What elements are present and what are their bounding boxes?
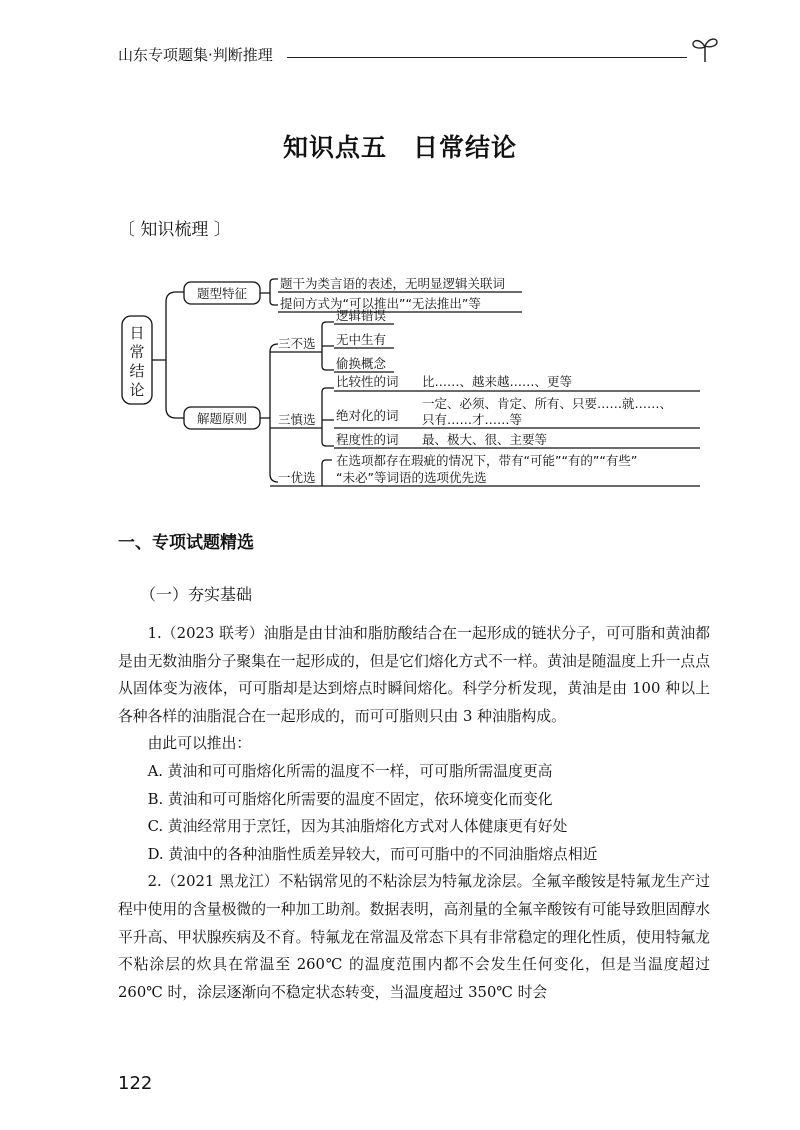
q1-prompt: 由此可以推出：: [147, 735, 252, 753]
sub-shen-xuan-connector: [322, 388, 334, 446]
branch-jieti-label: 解题原则: [196, 411, 248, 426]
mindmap-diagram: [110, 268, 710, 498]
mindmap-root-char-2: 常: [129, 343, 145, 361]
q1-option-b: B. 黄油和可可脂熔化所需要的温度不固定，依环境变化而变化: [147, 790, 553, 808]
mindmap-root-char-1: 日: [129, 324, 145, 342]
tixing-item-1: 题干为类言语的表述，无明显逻辑关联词: [280, 276, 506, 291]
sub-you-xuan-connector: [322, 460, 332, 486]
you-xuan-desc-2: “未必”等词语的选项优先选: [336, 470, 487, 485]
bu-xuan-item-2: 无中生有: [336, 332, 387, 347]
question-body: [118, 620, 710, 1006]
sub-shen-xuan-label: 三慎选: [278, 412, 316, 427]
sub-bu-xuan-connector: [322, 322, 334, 370]
shen-xuan-item-3-desc: 最、极大、很、主要等: [422, 432, 548, 447]
q1-option-a: A. 黄油和可可脂熔化所需的温度不一样，可可脂所需温度更高: [147, 762, 553, 780]
section-label: 〔 知识梳理 〕: [118, 220, 231, 240]
tixing-item-2: 提问方式为“可以推出”“无法推出”等: [280, 296, 481, 311]
bu-xuan-item-1: 逻辑错误: [336, 308, 387, 323]
mindmap-root-char-3: 结: [129, 362, 145, 380]
q1-option-d: D. 黄油中的各种油脂性质差异较大，而可可脂中的不同油脂熔点相近: [147, 845, 598, 863]
section-heading: 一、专项试题精选: [118, 533, 254, 553]
header-rule: [287, 57, 687, 58]
mindmap-root-char-4: 论: [129, 381, 145, 399]
subsection-heading: （一）夯实基础: [140, 585, 253, 604]
sprout-icon: [690, 34, 720, 64]
sub-bu-xuan-label: 三不选: [278, 336, 316, 351]
shen-xuan-item-1-name: 比较性的词: [336, 374, 399, 389]
q1-option-c: C. 黄油经常用于烹饪，因为其油脂熔化方式对人体健康更有好处: [147, 818, 568, 836]
shen-xuan-item-3-name: 程度性的词: [336, 432, 399, 447]
running-title: 山东专项题集·判断推理: [118, 46, 273, 64]
q2-stem: 2.（2021 黑龙江）不粘锅常见的不粘涂层为特氟龙涂层。全氟辛酸铵是特氟龙生产过程中使用的含量极微的一种加工助剂。数据表明，高剂量的全氟辛酸铵有可能导致胆固醇水平升高、甲状腺疾病及不育。特氟龙在常温及常态下具有非常稳定的理化性质，使用特氟龙不粘涂层的炊具在常温至 260℃ 的温度范围内都不会发生任何变化，但是当温度超过 260℃ 时，涂层逐渐向不稳定状态转变，当温度超过 350℃ 时会: [118, 873, 710, 1001]
shen-xuan-item-1-desc: 比……、越来越……、更等: [422, 374, 573, 389]
page-title: 知识点五 日常结论: [282, 133, 517, 162]
shen-xuan-item-2-desc-2: 只有……才……等: [422, 412, 523, 427]
shen-xuan-item-2-name: 绝对化的词: [336, 408, 399, 423]
branch-tixing-connector: [260, 279, 278, 305]
page-number: 122: [118, 1073, 153, 1094]
you-xuan-desc-1: 在选项都存在瑕疵的情况下，带有“可能”“有的”“有些”: [336, 453, 638, 468]
mindmap-root-connector: [152, 292, 184, 418]
branch-tixing-label: 题型特征: [196, 286, 248, 301]
shen-xuan-item-2-desc-1: 一定、必须、肯定、所有、只要……就……、: [422, 396, 673, 411]
bu-xuan-item-3: 偷换概念: [336, 356, 387, 371]
q1-stem: 1.（2023 联考）油脂是由甘油和脂肪酸结合在一起形成的链状分子，可可脂和黄油都是由无数油脂分子聚集在一起形成的，但是它们熔化方式不一样。黄油是随温度上升一点点从固体变为液体，可可脂却是达到熔点时瞬间熔化。科学分析发现，黄油是由 100 种以上各种各样的油脂混合在一起形成的，而可可脂则只由 3 种油脂构成。: [118, 625, 710, 725]
branch-jieti-connector: [260, 344, 278, 482]
sub-you-xuan-label: 一优选: [278, 470, 316, 485]
